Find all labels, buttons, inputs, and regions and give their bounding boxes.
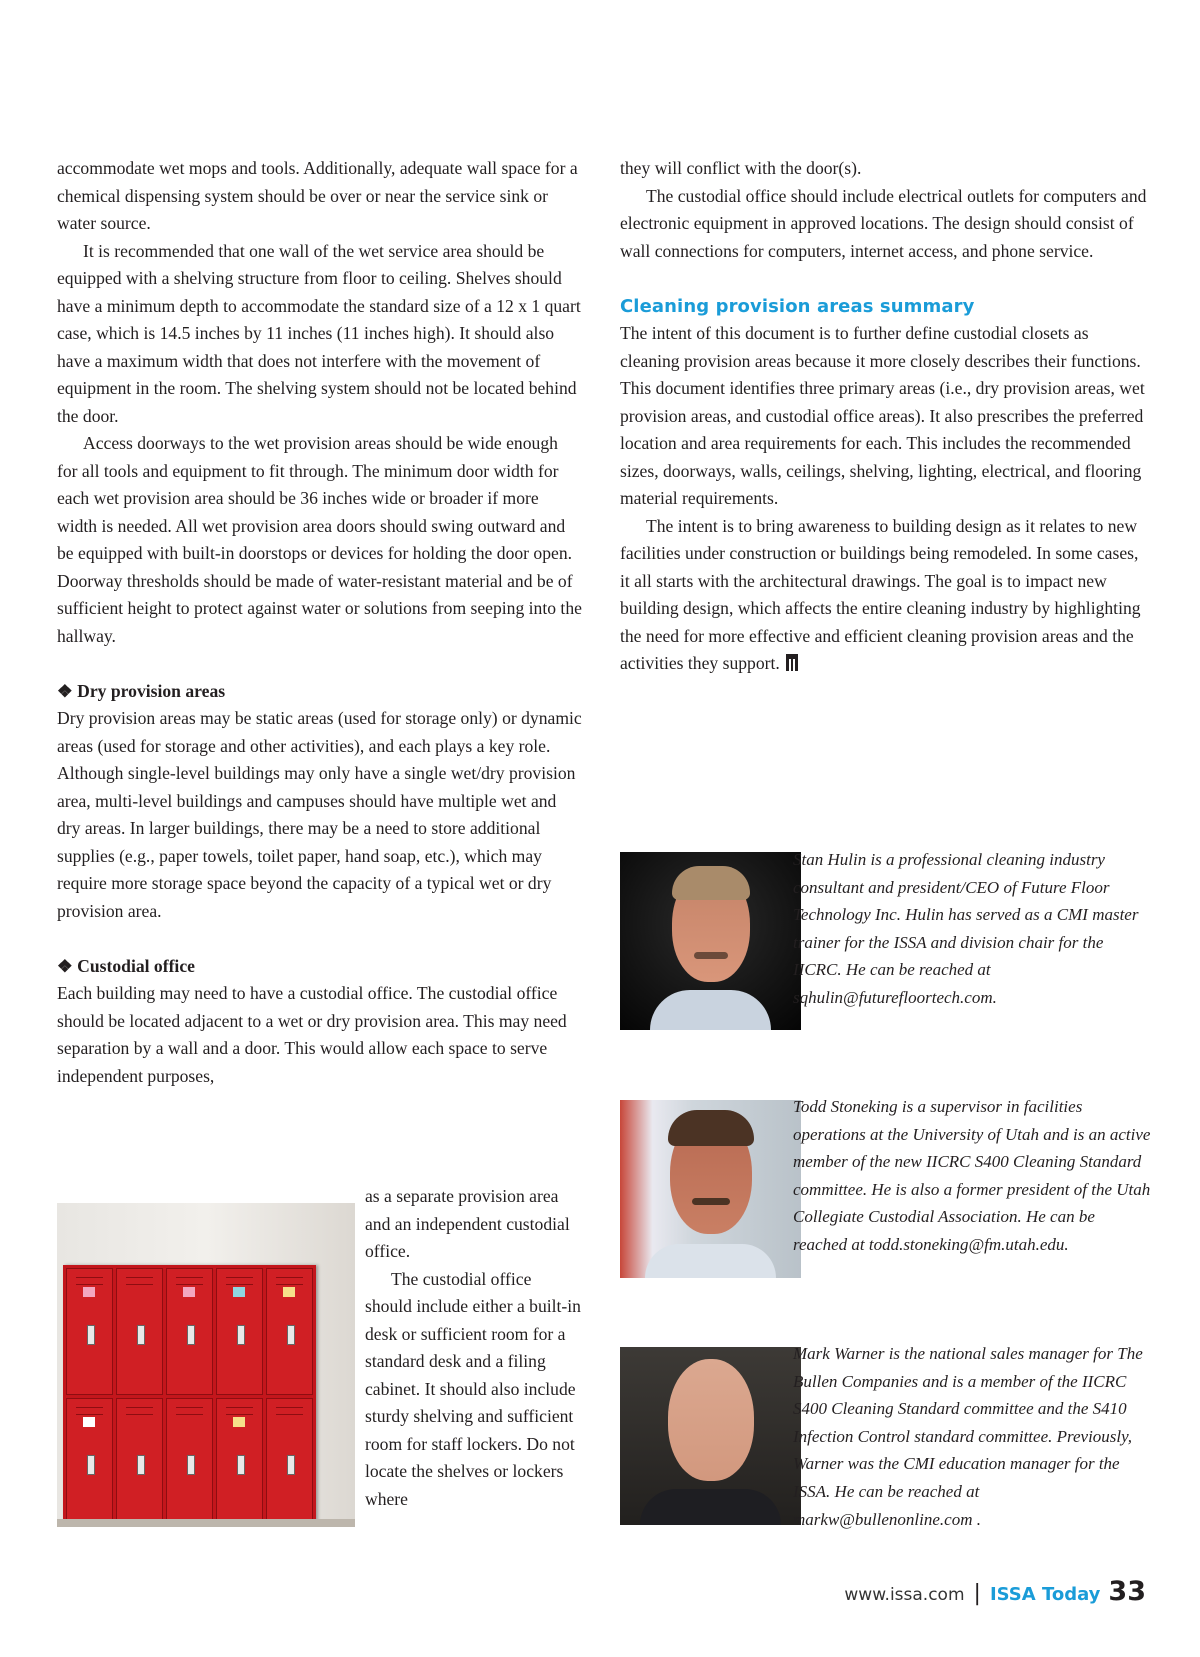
- locker-door: [66, 1398, 113, 1525]
- left-paragraph-2: It is recommended that one wall of the wet service area should be equipped with a shelving structure from floor to ceiling. Shelves should have a minimum depth to accommodate the standard size of a 12 x 1 quart case, which is 14.5 inches by 11 inches (11 inches high). It should also have a maximum width that does not interfere with the movement of equipment in the room. The shelving system should not be located behind the door.: [57, 240, 581, 426]
- custodial-office-body: Each building may need to have a custodial office. The custodial office should be located adjacent to a wet or dry provision area. This may need separation by a wall and a door. This would allow each space to serve independent purposes,: [57, 983, 567, 1086]
- dry-provision-heading: ❖ Dry provision areas: [57, 680, 226, 701]
- locker-door: [116, 1398, 163, 1525]
- locker-door: [66, 1268, 113, 1395]
- custodial-office-heading: ❖ Custodial office: [57, 955, 195, 976]
- left-paragraph-3: Access doorways to the wet provision areas should be wide enough for all tools and equipment to fit through. The minimum door width for each wet provision area should be 36 inches wide or broader if more width is needed. All wet provision area doors should swing outward and be equipped with built-in doorstops or devices for holding the door open. Doorway thresholds should be made of water-resistant material and be of sufficient height to protect against water or solutions from seeping into the hallway.: [57, 433, 582, 646]
- red-lockers-photo: [57, 1203, 355, 1527]
- left-paragraph-1: accommodate wet mops and tools. Additionally, adequate wall space for a chemical dispensing system should be over or near the service sink or water source.: [57, 158, 578, 233]
- wrap-paragraph-1: as a separate provision area and an independent custodial office.: [365, 1186, 570, 1261]
- footer-url[interactable]: www.issa.com: [844, 1585, 965, 1605]
- bio-mark-warner: Mark Warner is the national sales manager for The Bullen Companies and is a member of the IICRC S400 Cleaning Standard committee and the S410 Infection Control standard committee. Previously, Warner was the CMI education manager for the ISSA. He can be reached at markw@bullenonline.com .: [793, 1344, 1143, 1529]
- page-footer: [844, 1576, 1146, 1616]
- locker-door: [266, 1398, 313, 1525]
- right-paragraph-4: The intent is to bring awareness to building design as it relates to new facilities under construction or buildings being remodeled. In some cases, it all starts with the architectural drawings. The goal is to impact new building design, which affects the entire cleaning industry by highlighting the need for more effective and efficient cleaning provision areas and the activities they support.: [620, 515, 1141, 673]
- bio-stan-hulin: Stan Hulin is a professional cleaning industry consultant and president/CEO of Future Floor Technology Inc. Hulin has served as a CMI master trainer for the ISSA and division chair for the IICRC. He can be reached at sqhulin@futurefloortech.com.: [793, 850, 1139, 1007]
- wrap-paragraph-2: The custodial office should include either a built-in desk or sufficient room for a standard desk and a filing cabinet. It should also include sturdy shelving and sufficient room for staff lockers. Do not locate the shelves or lockers where: [365, 1268, 581, 1509]
- left-column: [57, 155, 582, 1090]
- floor: [57, 1519, 355, 1527]
- right-paragraph-2: The custodial office should include electrical outlets for computers and electronic equipment in approved locations. The design should consist of wall connections for computers, internet access, and phone service.: [620, 185, 1147, 261]
- dry-provision-body: Dry provision areas may be static areas (used for storage only) or dynamic areas (used for storage and other activities), and each plays a key role. Although single-level buildings may only have a single wet/dry provision area, multi-level buildings and campuses should have multiple wet and dry areas. In larger buildings, there may be a need to store additional supplies (e.g., paper towels, toilet paper, hand soap, etc.), which may require more storage space beyond the capacity of a typical wet or dry provision area.: [57, 708, 582, 921]
- locker-door: [216, 1398, 263, 1525]
- bio-todd-stoneking: Todd Stoneking is a supervisor in facilities operations at the University of Utah and is an active member of the new IICRC S400 Cleaning Standard committee. He is also a former president of the Utah Collegiate Custodial Association. He can be reached at todd.stoneking@fm.utah.edu.: [793, 1097, 1151, 1254]
- locker-unit: [63, 1265, 316, 1527]
- photo-wrap-text: [365, 1183, 582, 1513]
- author-photo-mark-warner: [620, 1347, 801, 1525]
- locker-door: [266, 1268, 313, 1395]
- end-mark-icon: [786, 654, 798, 671]
- locker-door: [166, 1268, 213, 1395]
- right-column: [620, 155, 1147, 678]
- magazine-title: ISSA Today: [989, 1584, 1101, 1605]
- summary-heading: Cleaning provision areas summary: [620, 295, 975, 317]
- footer-divider: |: [973, 1581, 981, 1606]
- author-photo-stan-hulin: [620, 852, 801, 1030]
- locker-door: [216, 1268, 263, 1395]
- right-paragraph-1: they will conflict with the door(s).: [620, 158, 862, 178]
- page-number: 33: [1108, 1576, 1146, 1607]
- locker-door: [116, 1268, 163, 1395]
- right-paragraph-3: The intent of this document is to further define custodial closets as cleaning provision areas because it more closely describes their functions. This document identifies three primary areas (i.e., dry provision areas, wet provision areas, and custodial office areas). It also prescribes the preferred location and area requirements for each. This includes the recommended sizes, doorways, walls, ceilings, shelving, lighting, electrical, and flooring material requirements.: [620, 323, 1145, 508]
- author-photo-todd-stoneking: [620, 1100, 801, 1278]
- locker-door: [166, 1398, 213, 1525]
